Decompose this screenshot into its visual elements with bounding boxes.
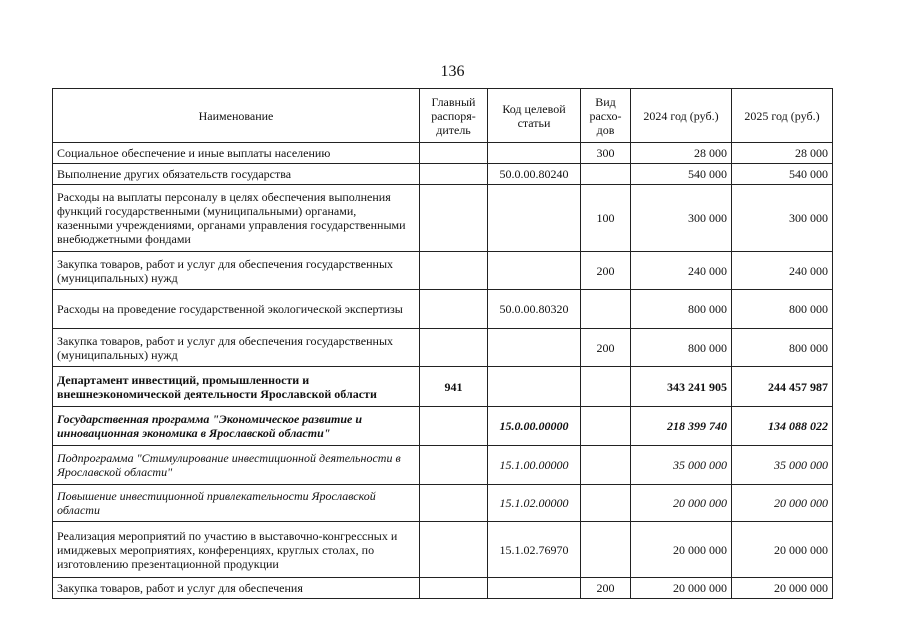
table-row [53, 367, 833, 407]
cell-name: Социальное обеспечение и иные выплаты населению [53, 143, 420, 164]
table-row [53, 522, 833, 578]
cell-admin [420, 329, 488, 367]
cell-y2024: 20 000 000 [631, 578, 732, 599]
header-2025: 2025 год (руб.) [732, 89, 833, 143]
cell-y2025: 540 000 [732, 164, 833, 185]
cell-y2025: 20 000 000 [732, 522, 833, 578]
cell-type: 300 [581, 143, 631, 164]
cell-name: Повышение инвестиционной привлекательности Ярославской области [53, 485, 420, 522]
cell-y2024: 800 000 [631, 329, 732, 367]
cell-type: 200 [581, 252, 631, 290]
cell-y2024: 35 000 000 [631, 446, 732, 485]
table-body [53, 143, 833, 599]
cell-y2025: 35 000 000 [732, 446, 833, 485]
cell-admin [420, 446, 488, 485]
cell-type [581, 522, 631, 578]
cell-code: 50.0.00.80320 [488, 290, 581, 329]
cell-y2024: 300 000 [631, 185, 732, 252]
cell-name: Выполнение других обязательств государства [53, 164, 420, 185]
cell-name: Государственная программа "Экономическое развитие и инновационная экономика в Ярославской области" [53, 407, 420, 446]
cell-code: 15.1.00.00000 [488, 446, 581, 485]
cell-code [488, 367, 581, 407]
cell-name: Реализация мероприятий по участию в выставочно-конгрессных и имиджевых мероприятиях, конференциях, круглых столах, по изготовлению презентационной продукции [53, 522, 420, 578]
cell-y2025: 240 000 [732, 252, 833, 290]
cell-admin [420, 578, 488, 599]
cell-admin [420, 143, 488, 164]
cell-type [581, 446, 631, 485]
cell-code: 15.1.02.76970 [488, 522, 581, 578]
table-row [53, 446, 833, 485]
cell-admin [420, 407, 488, 446]
cell-y2025: 20 000 000 [732, 578, 833, 599]
cell-type [581, 485, 631, 522]
cell-type [581, 164, 631, 185]
cell-type [581, 367, 631, 407]
cell-name: Закупка товаров, работ и услуг для обеспечения государственных (муниципальных) нужд [53, 252, 420, 290]
cell-code [488, 329, 581, 367]
cell-code [488, 578, 581, 599]
table-row [53, 290, 833, 329]
cell-name: Закупка товаров, работ и услуг для обеспечения государственных (муниципальных) нужд [53, 329, 420, 367]
cell-admin: 941 [420, 367, 488, 407]
cell-y2025: 300 000 [732, 185, 833, 252]
cell-y2024: 540 000 [631, 164, 732, 185]
cell-type: 100 [581, 185, 631, 252]
table-row [53, 185, 833, 252]
cell-y2025: 800 000 [732, 329, 833, 367]
cell-code: 15.0.00.00000 [488, 407, 581, 446]
header-2024: 2024 год (руб.) [631, 89, 732, 143]
cell-code [488, 143, 581, 164]
cell-admin [420, 485, 488, 522]
cell-type: 200 [581, 578, 631, 599]
table-row [53, 252, 833, 290]
header-admin: Главный распоря-дитель [420, 89, 488, 143]
header-type: Вид расхо-дов [581, 89, 631, 143]
cell-name: Закупка товаров, работ и услуг для обеспечения [53, 578, 420, 599]
page-number: 136 [440, 63, 465, 80]
cell-code [488, 185, 581, 252]
header-code: Код целевой статьи [488, 89, 581, 143]
cell-y2024: 218 399 740 [631, 407, 732, 446]
header-name: Наименование [53, 89, 420, 143]
cell-admin [420, 522, 488, 578]
cell-code: 15.1.02.00000 [488, 485, 581, 522]
cell-type: 200 [581, 329, 631, 367]
cell-y2024: 20 000 000 [631, 485, 732, 522]
table-row [53, 407, 833, 446]
cell-y2025: 134 088 022 [732, 407, 833, 446]
cell-name: Расходы на проведение государственной экологической экспертизы [53, 290, 420, 329]
cell-name: Расходы на выплаты персоналу в целях обеспечения выполнения функций государственными (муниципальными) органами, казенными учреждениями, органами управления государственными внебюджетными фондами [53, 185, 420, 252]
cell-type [581, 290, 631, 329]
cell-y2025: 20 000 000 [732, 485, 833, 522]
table-row [53, 164, 833, 185]
cell-code: 50.0.00.80240 [488, 164, 581, 185]
cell-type [581, 407, 631, 446]
cell-y2025: 28 000 [732, 143, 833, 164]
table-row [53, 329, 833, 367]
cell-name: Подпрограмма "Стимулирование инвестиционной деятельности в Ярославской области" [53, 446, 420, 485]
cell-y2025: 244 457 987 [732, 367, 833, 407]
budget-table [52, 88, 833, 599]
cell-name: Департамент инвестиций, промышленности и внешнеэкономической деятельности Ярославской области [53, 367, 420, 407]
table-row [53, 485, 833, 522]
table-row [53, 143, 833, 164]
cell-y2024: 343 241 905 [631, 367, 732, 407]
cell-code [488, 252, 581, 290]
cell-y2024: 800 000 [631, 290, 732, 329]
cell-y2024: 20 000 000 [631, 522, 732, 578]
cell-y2025: 800 000 [732, 290, 833, 329]
cell-admin [420, 290, 488, 329]
cell-admin [420, 164, 488, 185]
cell-y2024: 28 000 [631, 143, 732, 164]
cell-admin [420, 185, 488, 252]
table-row [53, 578, 833, 599]
cell-admin [420, 252, 488, 290]
table-header-row [53, 89, 833, 143]
cell-y2024: 240 000 [631, 252, 732, 290]
